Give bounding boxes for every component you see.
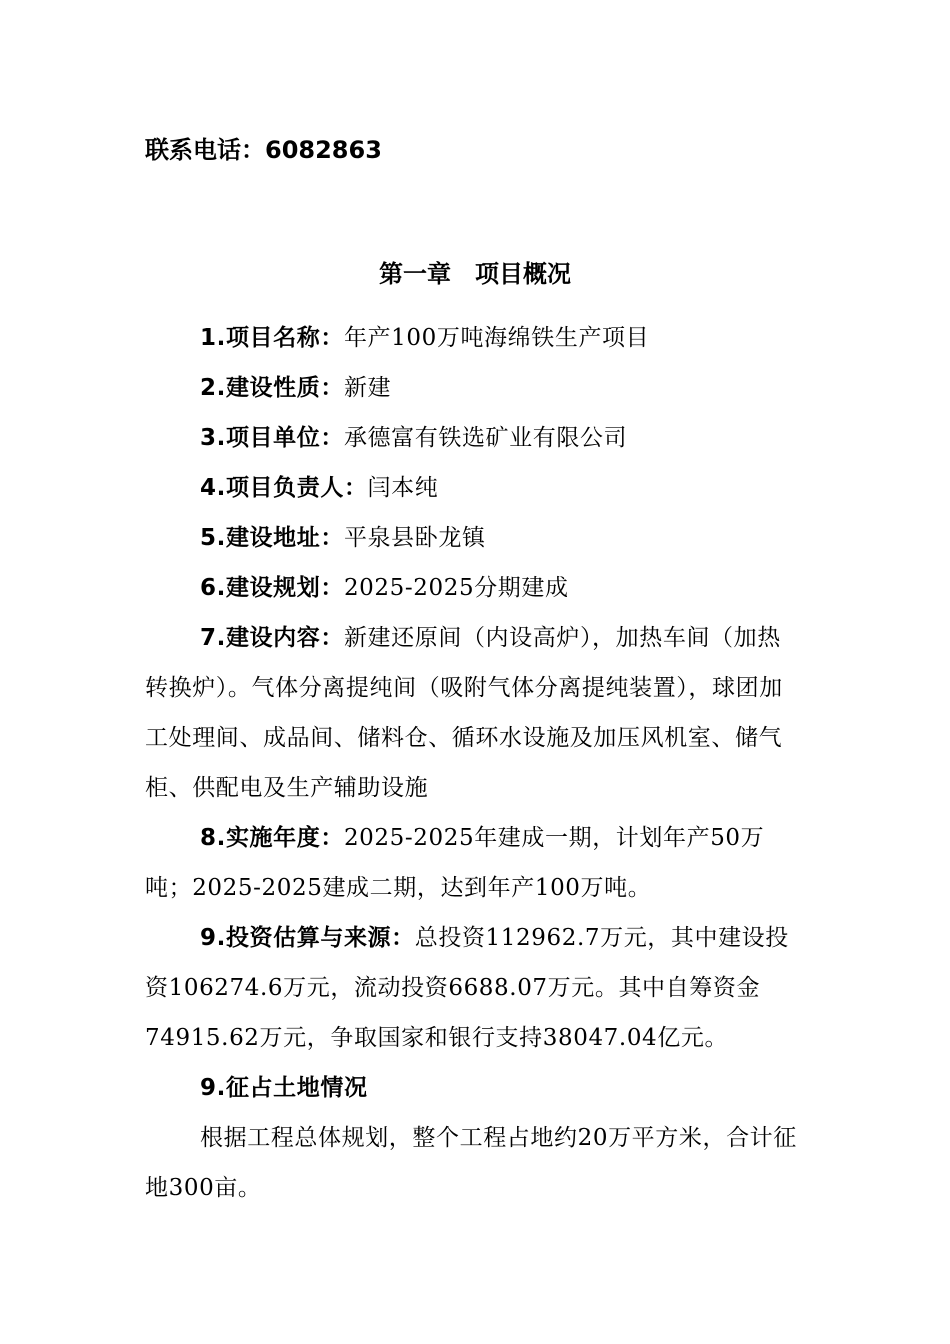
land-heading-text: 9.征占土地情况 xyxy=(200,1075,368,1101)
item-label: 7.建设内容： xyxy=(200,625,344,651)
item-value: 承德富有铁选矿业有限公司 xyxy=(343,425,628,451)
item-value: 新建 xyxy=(343,375,392,401)
contact-phone-label: 联系电话： xyxy=(145,136,265,164)
item-investment xyxy=(145,913,800,1063)
item-value: 2025-2025年建成一期，计划年产50万吨；2025-2025建成二期，达到年产100万吨。 xyxy=(145,825,765,901)
item-label: 4.项目负责人： xyxy=(200,475,368,501)
project-overview xyxy=(145,313,800,1213)
item-value: 年产100万吨海绵铁生产项目 xyxy=(343,325,650,351)
item-value: 新建还原间（内设高炉），加热车间（加热转换炉）。气体分离提纯间（吸附气体分离提纯装置），球团加工处理间、成品间、储料仓、循环水设施及加压风机室、储气柜、供配电及生产辅助设施 xyxy=(145,625,783,801)
item-construction-plan xyxy=(145,563,800,613)
item-label: 2.建设性质： xyxy=(200,375,344,401)
contact-phone-value: 6082863 xyxy=(265,136,382,164)
chapter-title: 第一章 项目概况 xyxy=(379,260,571,288)
item-value: 2025-2025分期建成 xyxy=(343,575,569,601)
item-project-unit xyxy=(145,413,800,463)
item-construction-address xyxy=(145,513,800,563)
item-label: 5.建设地址： xyxy=(200,525,344,551)
item-label: 6.建设规划： xyxy=(200,575,344,601)
item-project-name xyxy=(145,313,800,363)
item-construction-content xyxy=(145,613,800,813)
item-implementation-year xyxy=(145,813,800,913)
land-heading xyxy=(145,1063,800,1113)
item-label: 8.实施年度： xyxy=(200,825,344,851)
item-value: 闫本纯 xyxy=(367,475,439,501)
item-label: 9.投资估算与来源： xyxy=(200,925,415,951)
item-label: 1.项目名称： xyxy=(200,325,344,351)
land-text: 根据工程总体规划，整个工程占地约20万平方米，合计征地300亩。 xyxy=(145,1125,797,1201)
item-label: 3.项目单位： xyxy=(200,425,344,451)
item-construction-nature xyxy=(145,363,800,413)
item-value: 平泉县卧龙镇 xyxy=(343,525,486,551)
item-project-leader xyxy=(145,463,800,513)
item-value: 总投资112962.7万元，其中建设投资106274.6万元，流动投资6688.07万元。其中自筹资金74915.62万元，争取国家和银行支持38047.04亿元。 xyxy=(145,925,789,1051)
contact-phone xyxy=(145,132,382,168)
